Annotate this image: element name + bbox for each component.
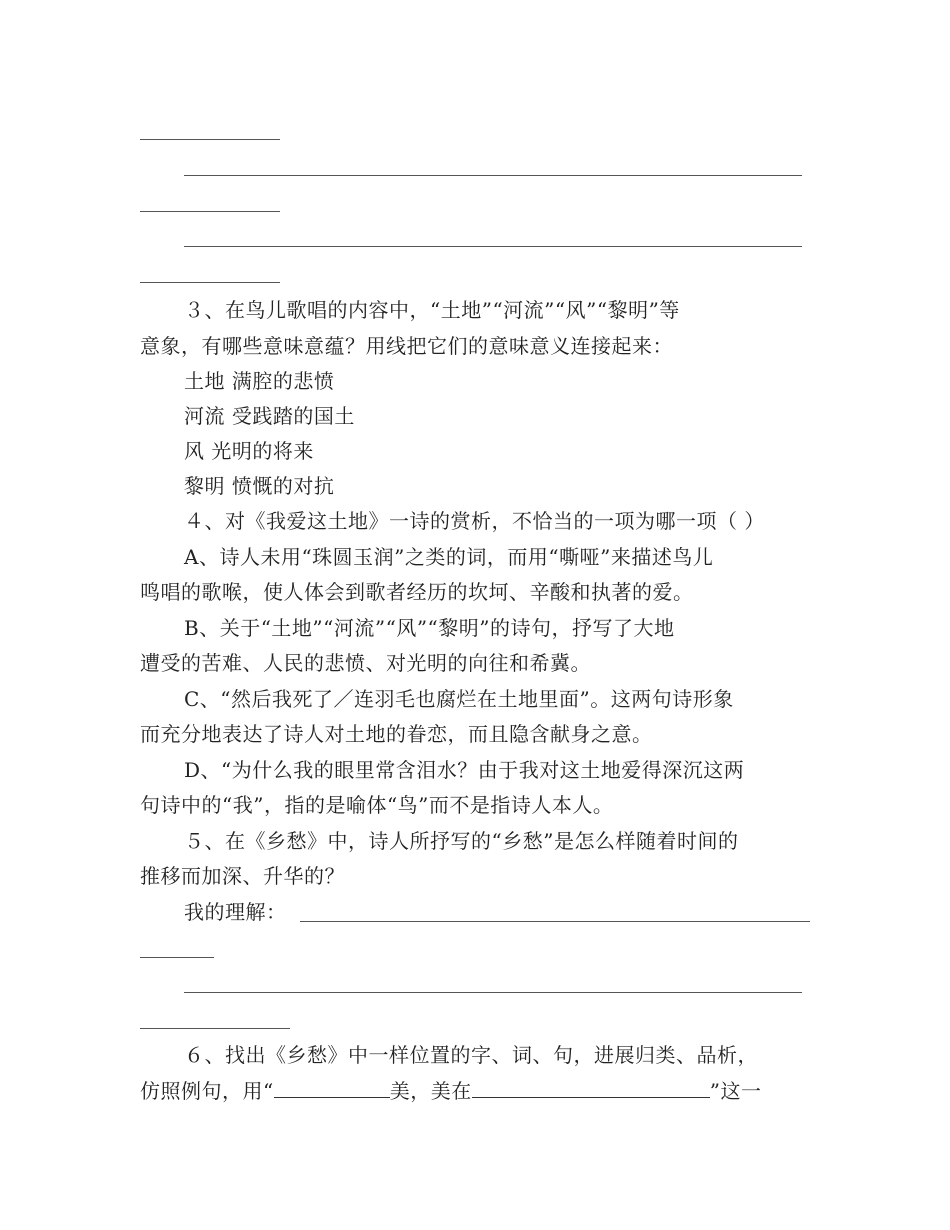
q5-line-1: ５、在《乡愁》中，诗人所抒写的“乡愁”是怎么样随着时间的 [184,829,739,853]
q3-pair-1 [184,369,334,393]
q3-pair-2 [184,404,355,428]
q3-line-1: ３、在鸟儿歌唱的内容中，“土地”“河流”“风”“黎明”等 [184,298,680,322]
pair-term: 风 [184,439,205,463]
answer-line[interactable] [184,175,802,176]
q3-pair-3 [184,439,314,463]
q6-line-1: ６、找出《乡愁》中一样位置的字、词、句，进展归类、品析， [184,1043,758,1067]
q4-option-c-1: C、“然后我死了／连羽毛也腐烂在土地里面”。这两句诗形象 [184,687,734,711]
q6-text-b: 美，美在 [389,1079,472,1103]
pair-meaning: 满腔的悲愤 [231,369,335,393]
answer-line[interactable] [140,1028,290,1029]
q4-option-b-2: 遭受的苦难、人民的悲愤、对光明的向往和希冀。 [140,651,591,675]
q5-answer-label: 我的理解： [184,900,287,924]
q4-option-a-1: A、诗人未用“珠圆玉润”之类的词，而用“嘶哑”来描述鸟儿 [184,545,714,569]
answer-line[interactable] [140,211,280,212]
answer-line[interactable] [184,246,802,247]
answer-line[interactable] [300,921,810,922]
pair-term: 河流 [184,404,225,428]
q4-option-b-1: B、关于“土地”“河流”“风”“黎明”的诗句，抒写了大地 [184,616,675,640]
q6-text-c: ”这一 [709,1079,762,1103]
q4-option-d-1: D、“为什么我的眼里常含泪水？由于我对这土地爱得深沉这两 [184,758,745,782]
q6-line-2 [140,1079,761,1103]
pair-meaning: 愤慨的对抗 [231,474,335,498]
pair-term: 土地 [184,369,225,393]
fill-blank[interactable] [274,1081,390,1098]
q4-option-d-2: 句诗中的“我”，指的是喻体“鸟”而不是指诗人本人。 [140,793,614,817]
fill-blank[interactable] [472,1081,710,1098]
pair-term: 黎明 [184,474,225,498]
pair-meaning: 受践踏的国土 [231,404,355,428]
q3-pair-4 [184,474,334,498]
q3-line-2: 意象，有哪些意味意蕴？用线把它们的意味意义连接起来： [140,334,673,358]
pair-meaning: 光明的将来 [211,439,314,463]
answer-line[interactable] [140,139,280,140]
q4-option-c-2: 而充分地表达了诗人对土地的眷恋，而且隐含献身之意。 [140,722,653,746]
q5-line-2: 推移而加深、升华的？ [140,864,345,888]
answer-line[interactable] [140,282,280,283]
q6-text-a: 仿照例句，用“ [140,1079,274,1103]
answer-line[interactable] [140,957,214,958]
q4-option-a-2: 鸣唱的歌喉，使人体会到歌者经历的坎坷、辛酸和执著的爱。 [140,580,694,604]
answer-line[interactable] [184,992,802,993]
q4-stem: ４、对《我爱这土地》一诗的赏析，不恰当的一项为哪一项（ ） [184,509,765,533]
